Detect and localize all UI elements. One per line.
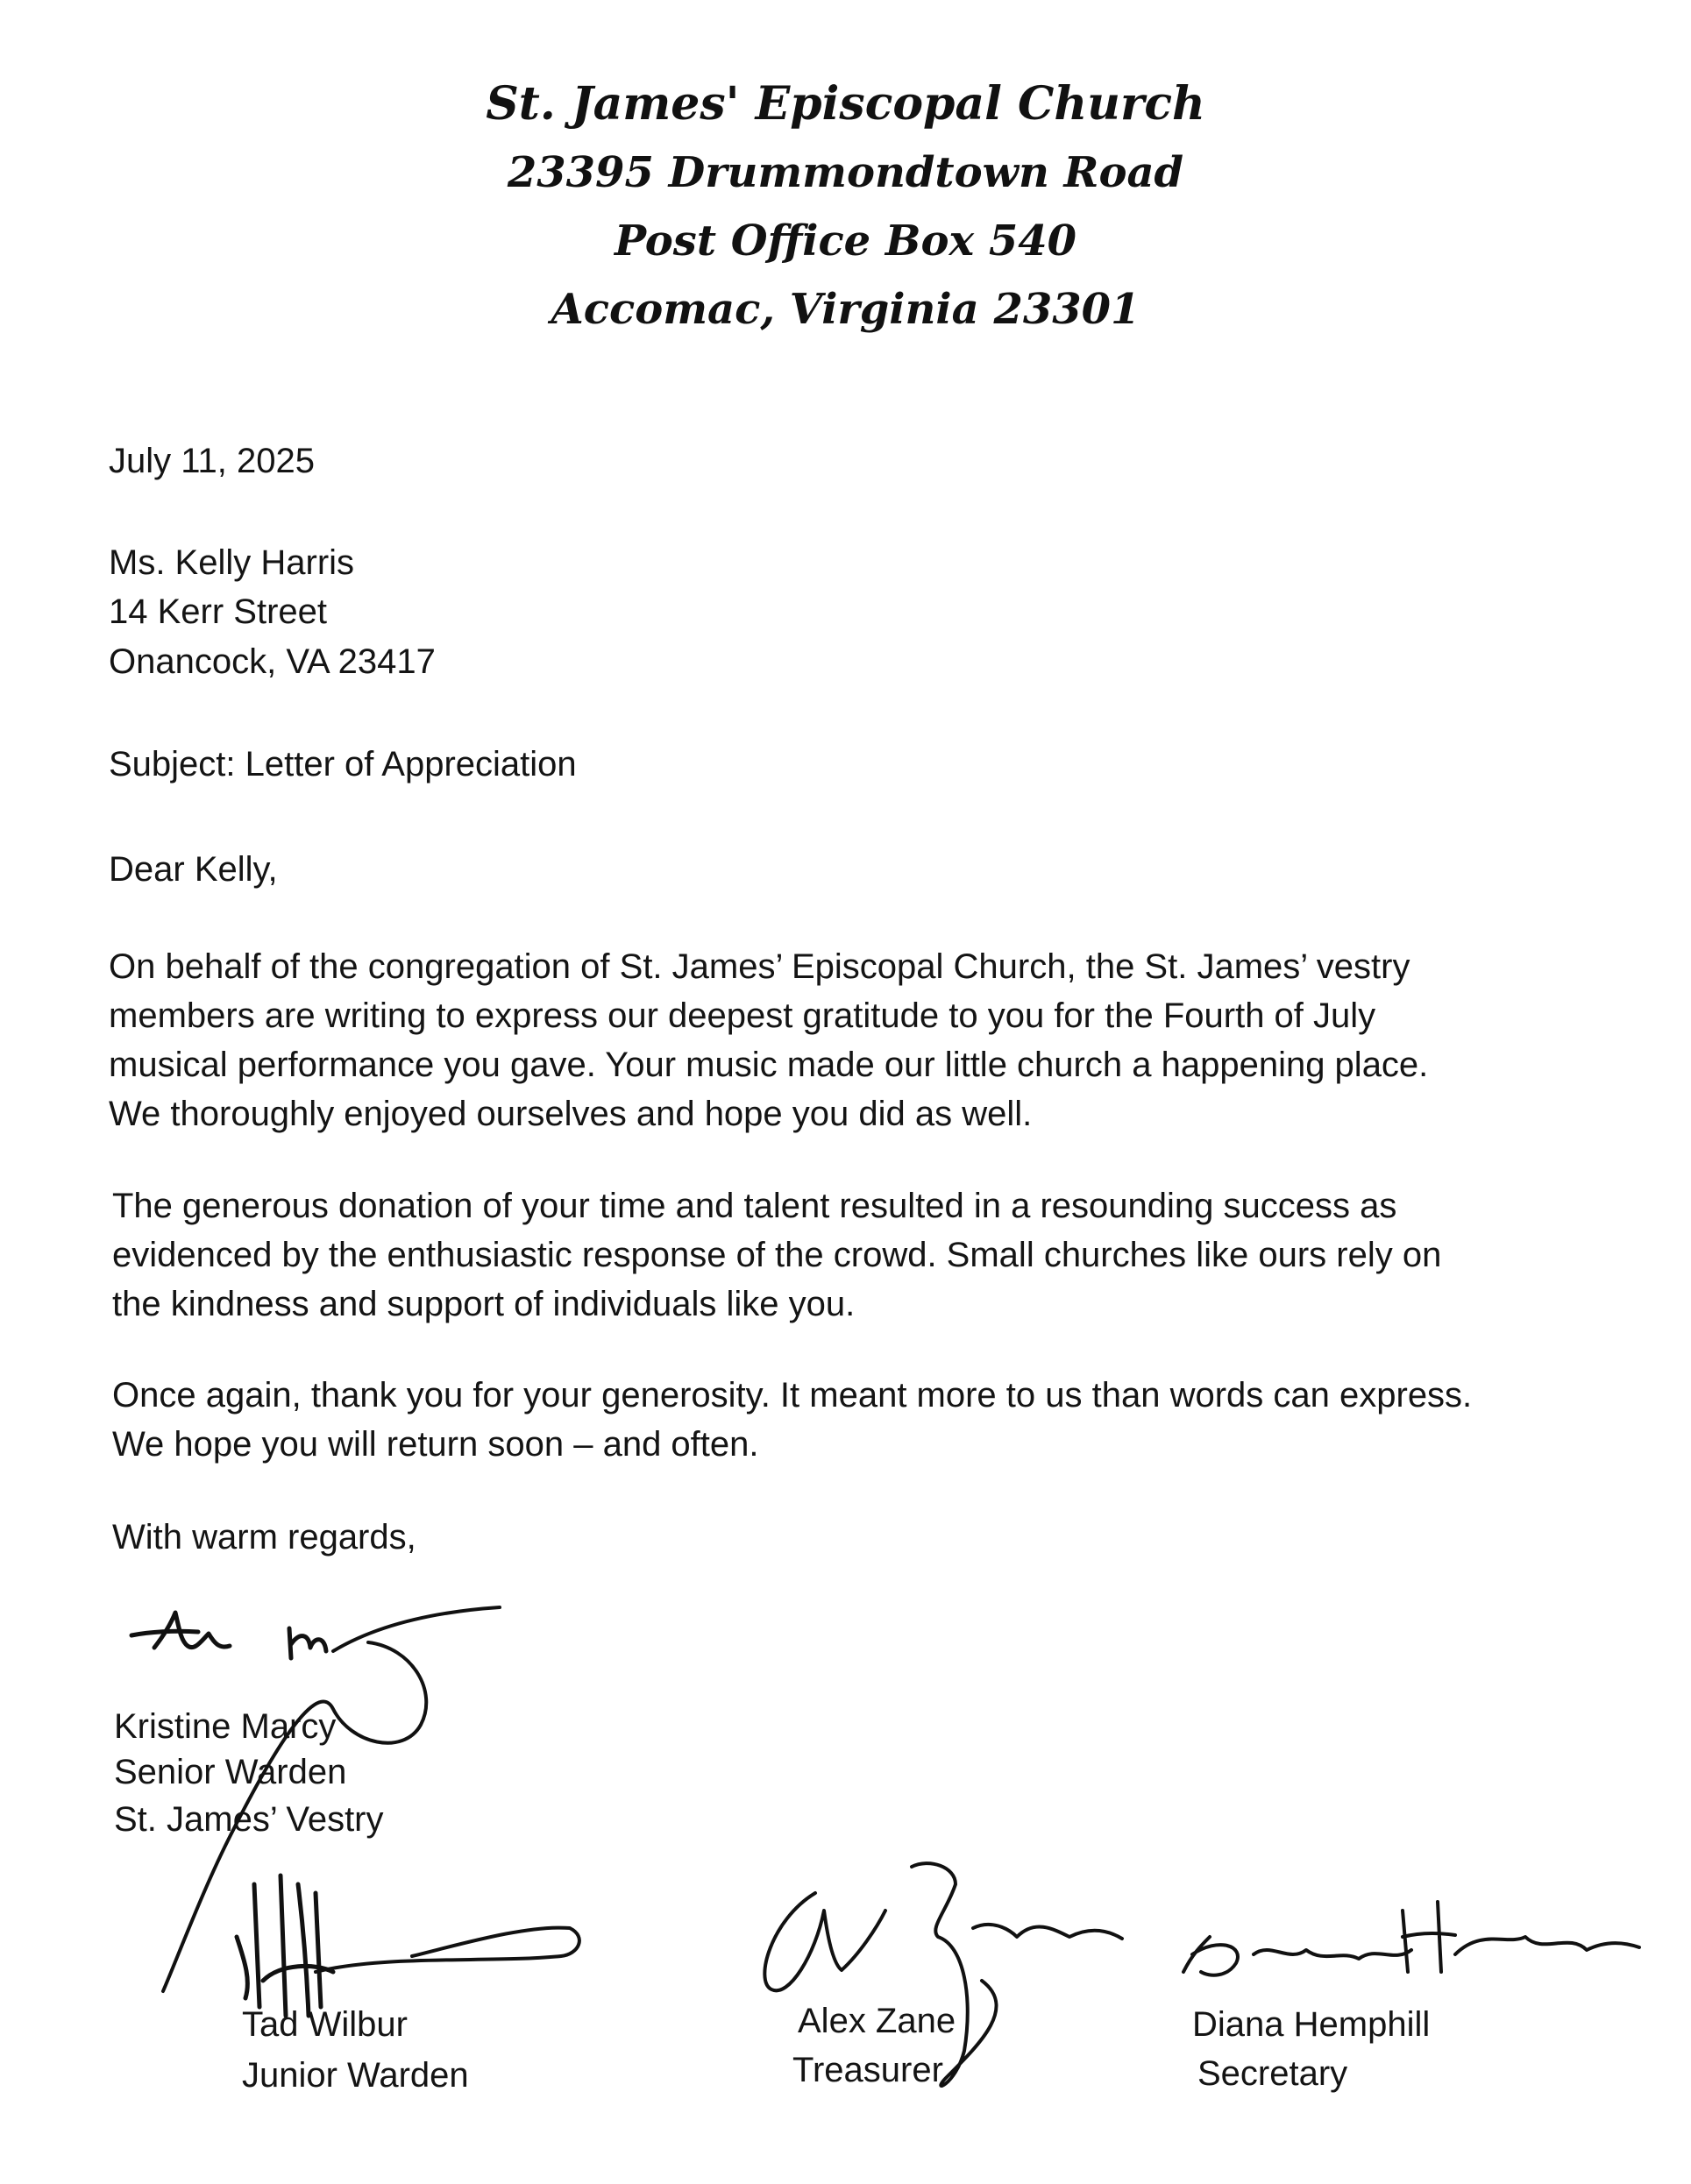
- paragraph-line: musical performance you gave. Your music made our little church a happening place.: [109, 1046, 1429, 1084]
- subject-line: Subject: Letter of Appreciation: [109, 745, 577, 784]
- salutation: Dear Kelly,: [109, 850, 278, 889]
- paragraph-line: Once again, thank you for your generosity. It meant more to us than words can express.: [112, 1376, 1473, 1415]
- paragraph-line: We thoroughly enjoyed ourselves and hope you did as well.: [109, 1095, 1033, 1133]
- church-city-state-zip: Accomac, Virginia 23301: [551, 285, 1140, 334]
- signatory-title-kristine: Senior Warden: [114, 1753, 347, 1791]
- recipient-name: Ms. Kelly Harris: [109, 543, 355, 582]
- signatory-name-diana: Diana Hemphill: [1192, 2005, 1431, 2044]
- paragraph-line: evidenced by the enthusiastic response of the crowd. Small churches like ours rely on: [112, 1236, 1442, 1274]
- signatory-name-alex: Alex Zane: [798, 2002, 956, 2040]
- church-street: 23395 Drummondtown Road: [507, 148, 1184, 197]
- paragraph-line: members are writing to express our deepest gratitude to you for the Fourth of July: [109, 996, 1376, 1035]
- closing: With warm regards,: [112, 1518, 416, 1556]
- signatory-title-alex: Treasurer: [792, 2051, 943, 2089]
- paragraph-line: We hope you will return soon – and often.: [112, 1425, 759, 1464]
- letter-date: July 11, 2025: [109, 442, 315, 480]
- recipient-street: 14 Kerr Street: [109, 592, 328, 631]
- signatory-title-diana: Secretary: [1197, 2054, 1348, 2093]
- recipient-city-state-zip: Onancock, VA 23417: [109, 642, 436, 681]
- church-po-box: Post Office Box 540: [614, 216, 1077, 266]
- paragraph-line: the kindness and support of individuals like you.: [112, 1285, 856, 1323]
- signatory-title-tad: Junior Warden: [242, 2056, 469, 2095]
- signatory-name-tad: Tad Wilbur: [242, 2005, 408, 2044]
- signatory-org-kristine: St. James’ Vestry: [114, 1800, 384, 1839]
- paragraph-line: The generous donation of your time and talent resulted in a resounding success as: [112, 1187, 1397, 1225]
- church-name: St. James' Episcopal Church: [486, 77, 1205, 131]
- signatory-name-kristine: Kristine Marcy: [114, 1707, 337, 1746]
- paragraph-line: On behalf of the congregation of St. James’ Episcopal Church, the St. James’ vestry: [109, 947, 1410, 986]
